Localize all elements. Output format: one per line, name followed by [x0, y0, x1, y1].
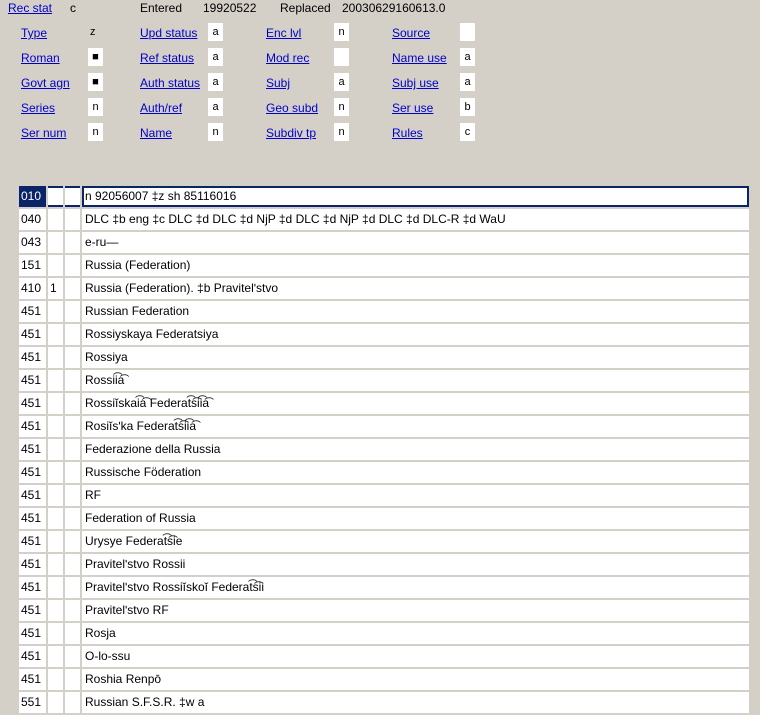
indicator2-cell[interactable] [65, 301, 80, 322]
field-tag-cell[interactable]: 451 [19, 531, 46, 552]
indicator1-cell[interactable] [48, 347, 63, 368]
subj-use-field[interactable]: a [460, 73, 475, 91]
indicator2-cell[interactable] [65, 347, 80, 368]
indicator1-cell[interactable] [48, 232, 63, 253]
field-text-cell[interactable]: O-lo-ssu [82, 646, 749, 667]
indicator1-cell[interactable] [48, 439, 63, 460]
field-tag-cell[interactable]: 451 [19, 600, 46, 621]
field-tag-cell[interactable]: 451 [19, 462, 46, 483]
subj-use-label[interactable]: Subj use [392, 76, 439, 90]
auth-status-label[interactable]: Auth status [140, 76, 201, 90]
field-tag-cell[interactable]: 043 [19, 232, 46, 253]
field-text-cell[interactable]: DLC ‡b eng ‡c DLC ‡d DLC ‡d NjP ‡d DLC ‡d NjP ‡d DLC ‡d DLC-R ‡d WaU [82, 209, 749, 230]
field-text-cell[interactable]: Russische Föderation [82, 462, 749, 483]
indicator2-cell[interactable] [65, 416, 80, 437]
indicator1-cell[interactable] [48, 324, 63, 345]
name-field[interactable]: n [208, 123, 223, 141]
type-value: z [90, 26, 96, 38]
field-text-cell[interactable]: Rosiĭsʹka Federat͡s͡ii͡a͡ [82, 416, 749, 437]
field-text-cell[interactable]: Pravitelʹstvo Rossii [82, 554, 749, 575]
subj-field[interactable]: a [334, 73, 349, 91]
subdiv-tp-field[interactable]: n [334, 123, 349, 141]
entered-value: 19920522 [203, 1, 257, 15]
source-label[interactable]: Source [392, 26, 431, 40]
indicator2-cell[interactable] [65, 324, 80, 345]
rec-stat-value: c [70, 1, 76, 15]
field-tag-cell[interactable]: 551 [19, 692, 46, 713]
ser-use-field[interactable]: b [460, 98, 475, 116]
field-text-cell[interactable]: Urysye Federat͡s͡ie [82, 531, 749, 552]
field-row[interactable] [19, 232, 752, 253]
field-text-cell[interactable]: Russia (Federation). ‡b Pravitelʹstvo [82, 278, 749, 299]
indicator1-cell[interactable] [48, 209, 63, 230]
field-text-cell[interactable]: Rossiĭskai͡a͡ Federat͡s͡ii͡a͡ [82, 393, 749, 414]
field-text-cell[interactable]: Rossii͡a͡ [82, 370, 749, 391]
ser-use-label[interactable]: Ser use [392, 101, 434, 115]
field-row[interactable] [19, 324, 752, 345]
upd-status-label[interactable]: Upd status [140, 26, 198, 40]
series-label[interactable]: Series [21, 101, 56, 115]
field-row[interactable] [19, 462, 752, 483]
indicator1-cell[interactable] [48, 485, 63, 506]
field-tag-cell[interactable]: 451 [19, 393, 46, 414]
field-tag-cell[interactable]: 451 [19, 485, 46, 506]
field-text-cell[interactable]: RF [82, 485, 749, 506]
govt-agn-field[interactable]: ■ [88, 73, 103, 91]
indicator1-cell[interactable] [48, 255, 63, 276]
indicator1-cell[interactable] [48, 301, 63, 322]
field-text-cell[interactable]: e-ru— [82, 232, 749, 253]
field-text-cell[interactable]: Federation of Russia [82, 508, 749, 529]
enc-lvl-label[interactable]: Enc lvl [266, 26, 302, 40]
field-tag-cell[interactable]: 451 [19, 508, 46, 529]
field-row[interactable] [19, 623, 752, 644]
field-text-cell[interactable]: Rossiya [82, 347, 749, 368]
indicator1-cell[interactable] [48, 554, 63, 575]
field-row[interactable] [19, 646, 752, 667]
name-label[interactable]: Name [140, 126, 173, 140]
indicator2-cell[interactable] [65, 278, 80, 299]
field-tag-cell[interactable]: 451 [19, 324, 46, 345]
field-tag-cell[interactable]: 451 [19, 646, 46, 667]
indicator2-cell[interactable] [65, 623, 80, 644]
indicator2-cell[interactable] [65, 439, 80, 460]
field-row[interactable] [19, 485, 752, 506]
field-tag-cell[interactable]: 451 [19, 347, 46, 368]
ref-status-label[interactable]: Ref status [140, 51, 195, 65]
indicator2-cell[interactable] [65, 393, 80, 414]
name-use-field[interactable]: a [460, 48, 475, 66]
field-row[interactable] [19, 278, 752, 299]
field-text-cell[interactable]: Pravitelʹstvo Rossiĭskoĭ Federat͡s͡ii [82, 577, 749, 598]
field-tag-cell[interactable]: 451 [19, 301, 46, 322]
indicator2-cell[interactable] [65, 646, 80, 667]
rec-stat-label[interactable]: Rec stat [8, 1, 53, 15]
indicator2-cell[interactable] [65, 692, 80, 713]
roman-field[interactable]: ■ [88, 48, 103, 66]
govt-agn-label[interactable]: Govt agn [21, 76, 70, 90]
field-row[interactable] [19, 393, 752, 414]
field-tag-cell[interactable]: 040 [19, 209, 46, 230]
subj-label[interactable]: Subj [266, 76, 291, 90]
enc-lvl-field[interactable]: n [334, 23, 349, 41]
field-row[interactable] [19, 255, 752, 276]
field-text-cell[interactable]: Russia (Federation) [82, 255, 749, 276]
field-text-cell[interactable]: n 92056007 ‡z sh 85116016 [82, 186, 749, 207]
indicator1-cell[interactable] [48, 623, 63, 644]
indicator1-cell[interactable] [48, 577, 63, 598]
indicator1-cell[interactable] [48, 393, 63, 414]
field-row[interactable] [19, 669, 752, 690]
field-row[interactable] [19, 600, 752, 621]
indicator1-cell[interactable] [48, 508, 63, 529]
indicator2-cell[interactable] [65, 577, 80, 598]
field-tag-cell[interactable]: 451 [19, 370, 46, 391]
name-use-label[interactable]: Name use [392, 51, 447, 65]
field-row[interactable] [19, 554, 752, 575]
field-row[interactable] [19, 508, 752, 529]
indicator2-cell[interactable] [65, 554, 80, 575]
field-row[interactable] [19, 370, 752, 391]
field-row[interactable] [19, 209, 752, 230]
field-tag-cell[interactable]: 410 [19, 278, 46, 299]
indicator2-cell[interactable] [65, 508, 80, 529]
upd-status-field[interactable]: a [208, 23, 223, 41]
rules-label[interactable]: Rules [392, 126, 423, 140]
ref-status-field[interactable]: a [208, 48, 223, 66]
geo-subd-field[interactable]: n [334, 98, 349, 116]
rules-field[interactable]: c [460, 123, 475, 141]
roman-label[interactable]: Roman [21, 51, 60, 65]
mod-rec-field[interactable] [334, 48, 349, 66]
replaced-label: Replaced [280, 1, 331, 15]
auth-ref-field[interactable]: a [208, 98, 223, 116]
subdiv-tp-label[interactable]: Subdiv tp [266, 126, 317, 140]
field-row[interactable] [19, 186, 752, 207]
indicator2-cell[interactable] [65, 232, 80, 253]
field-row[interactable] [19, 416, 752, 437]
field-row[interactable] [19, 531, 752, 552]
auth-status-field[interactable]: a [208, 73, 223, 91]
field-text-cell[interactable]: Roshia Renpō [82, 669, 749, 690]
indicator2-cell[interactable] [65, 600, 80, 621]
field-row[interactable] [19, 692, 752, 713]
indicator1-cell[interactable] [48, 692, 63, 713]
entered-label: Entered [140, 1, 183, 15]
field-text-cell[interactable]: Russian Federation [82, 301, 749, 322]
indicator2-cell[interactable] [65, 462, 80, 483]
field-tag-cell[interactable]: 451 [19, 554, 46, 575]
field-text-cell[interactable]: Rosja [82, 623, 749, 644]
field-tag-cell[interactable]: 451 [19, 439, 46, 460]
indicator1-cell[interactable] [48, 462, 63, 483]
indicator2-cell[interactable] [65, 669, 80, 690]
type-label[interactable]: Type [21, 26, 48, 40]
ser-num-label[interactable]: Ser num [21, 126, 67, 140]
indicator2-cell[interactable] [65, 209, 80, 230]
field-row[interactable] [19, 577, 752, 598]
field-tag-cell[interactable]: 010 [19, 186, 46, 207]
indicator1-cell[interactable] [48, 646, 63, 667]
replaced-value: 20030629160613.0 [342, 1, 446, 15]
field-text-cell[interactable]: Russian S.F.S.R. ‡w a [82, 692, 749, 713]
indicator1-cell[interactable] [48, 531, 63, 552]
indicator1-cell[interactable] [48, 416, 63, 437]
field-row[interactable] [19, 439, 752, 460]
indicator2-cell[interactable] [65, 531, 80, 552]
indicator2-cell[interactable] [65, 485, 80, 506]
geo-subd-label[interactable]: Geo subd [266, 101, 319, 115]
ser-num-field[interactable]: n [88, 123, 103, 141]
mod-rec-label[interactable]: Mod rec [266, 51, 310, 65]
indicator1-cell[interactable] [48, 600, 63, 621]
indicator1-cell[interactable] [48, 370, 63, 391]
field-tag-cell[interactable]: 451 [19, 577, 46, 598]
field-tag-cell[interactable]: 451 [19, 669, 46, 690]
indicator2-cell[interactable] [65, 370, 80, 391]
field-tag-cell[interactable]: 151 [19, 255, 46, 276]
indicator1-cell[interactable]: 1 [48, 278, 63, 299]
field-row[interactable] [19, 301, 752, 322]
field-text-cell[interactable]: Rossiyskaya Federatsiya [82, 324, 749, 345]
field-text-cell[interactable]: Pravitelʹstvo RF [82, 600, 749, 621]
indicator2-cell[interactable] [65, 255, 80, 276]
source-field[interactable] [460, 23, 475, 41]
field-tag-cell[interactable]: 451 [19, 623, 46, 644]
indicator1-cell[interactable] [48, 186, 63, 207]
indicator1-cell[interactable] [48, 669, 63, 690]
auth-ref-label[interactable]: Auth/ref [140, 101, 183, 115]
field-tag-cell[interactable]: 451 [19, 416, 46, 437]
field-row[interactable] [19, 347, 752, 368]
series-field[interactable]: n [88, 98, 103, 116]
field-text-cell[interactable]: Federazione della Russia [82, 439, 749, 460]
indicator2-cell[interactable] [65, 186, 80, 207]
variable-fields-grid [19, 186, 752, 715]
